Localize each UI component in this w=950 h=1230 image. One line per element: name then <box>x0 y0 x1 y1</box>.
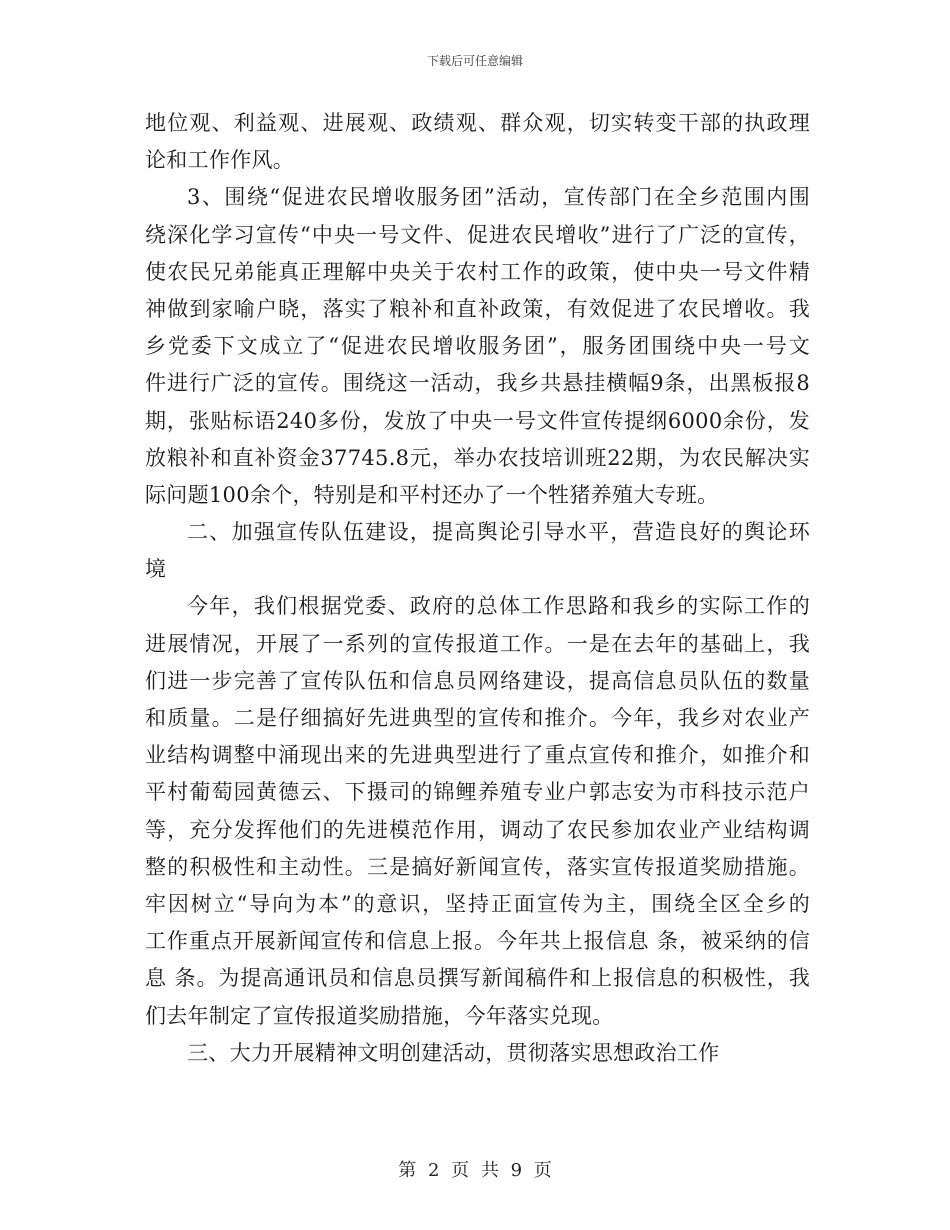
text-line: 神做到家喻户晓，落实了粮补和直补政策，有效促进了农民增收。我 <box>145 296 810 321</box>
text-line: 期，张贴标语240多份，发放了中央一号文件宣传提纲6000余份，发 <box>145 408 810 433</box>
text-line: 放粮补和直补资金37745.8元，举办农技培训班22期，为农民解决实 <box>145 445 810 470</box>
text-line: 二、加强宣传队伍建设，提高舆论引导水平，营造良好的舆论环 <box>187 520 810 545</box>
text-line: 使农民兄弟能真正理解中央关于农村工作的政策，使中央一号文件精 <box>145 259 810 284</box>
text-line: 今年，我们根据党委、政府的总体工作思路和我乡的实际工作的 <box>187 594 810 619</box>
text-line: 平村葡萄园黄德云、下摄司的锦鲤养殖专业户郭志安为市科技示范户 <box>145 780 810 805</box>
text-line: 件进行广泛的宣传。围绕这一活动，我乡共悬挂横幅9条，出黑板报8 <box>145 371 810 396</box>
text-line: 境 <box>145 557 167 582</box>
text-line: 息 条。为提高通讯员和信息员撰写新闻稿件和上报信息的积极性，我 <box>145 966 810 991</box>
text-line: 3、围绕“促进农民增收服务团”活动，宣传部门在全乡范围内围 <box>187 185 810 210</box>
text-line: 们去年制定了宣传报道奖励措施，今年落实兑现。 <box>145 1003 614 1028</box>
text-line: 业结构调整中涌现出来的先进典型进行了重点宣传和推介，如推介和 <box>145 743 810 768</box>
text-line: 乡党委下文成立了“促进农民增收服务团”，服务团围绕中央一号文 <box>145 334 810 359</box>
text-line: 牢因树立“导向为本”的意识，坚持正面宣传为主，围绕全区全乡的 <box>145 891 810 916</box>
text-line: 地位观、利益观、进展观、政绩观、群众观，切实转变干部的执政理 <box>145 111 810 135</box>
text-line: 整的积极性和主动性。三是搞好新闻宣传，落实宣传报道奖励措施。 <box>145 854 810 879</box>
text-line: 进展情况，开展了一系列的宣传报道工作。一是在去年的基础上，我 <box>145 631 810 656</box>
page-footer: 第 2 页 共 9 页 <box>398 1160 552 1181</box>
text-line: 绕深化学习宣传“中央一号文件、促进农民增收”进行了广泛的宣传， <box>145 222 810 247</box>
text-line: 论和工作作风。 <box>145 148 295 173</box>
text-line: 等，充分发挥他们的先进模范作用，调动了农民参加农业产业结构调 <box>145 817 810 842</box>
text-line: 和质量。二是仔细搞好先进典型的宣传和推介。今年，我乡对农业产 <box>145 706 810 730</box>
text-line: 们进一步完善了宣传队伍和信息员网络建设，提高信息员队伍的数量 <box>145 668 810 693</box>
document-body <box>145 105 810 1072</box>
page-header: 下载后可任意编辑 <box>426 54 523 68</box>
text-line: 际问题100余个，特别是和平村还办了一个牲猪养殖大专班。 <box>145 482 719 507</box>
text-line: 工作重点开展新闻宣传和信息上报。今年共上报信息 条，被采纳的信 <box>145 929 810 954</box>
text-line: 三、大力开展精神文明创建活动，贯彻落实思想政治工作 <box>187 1040 720 1065</box>
